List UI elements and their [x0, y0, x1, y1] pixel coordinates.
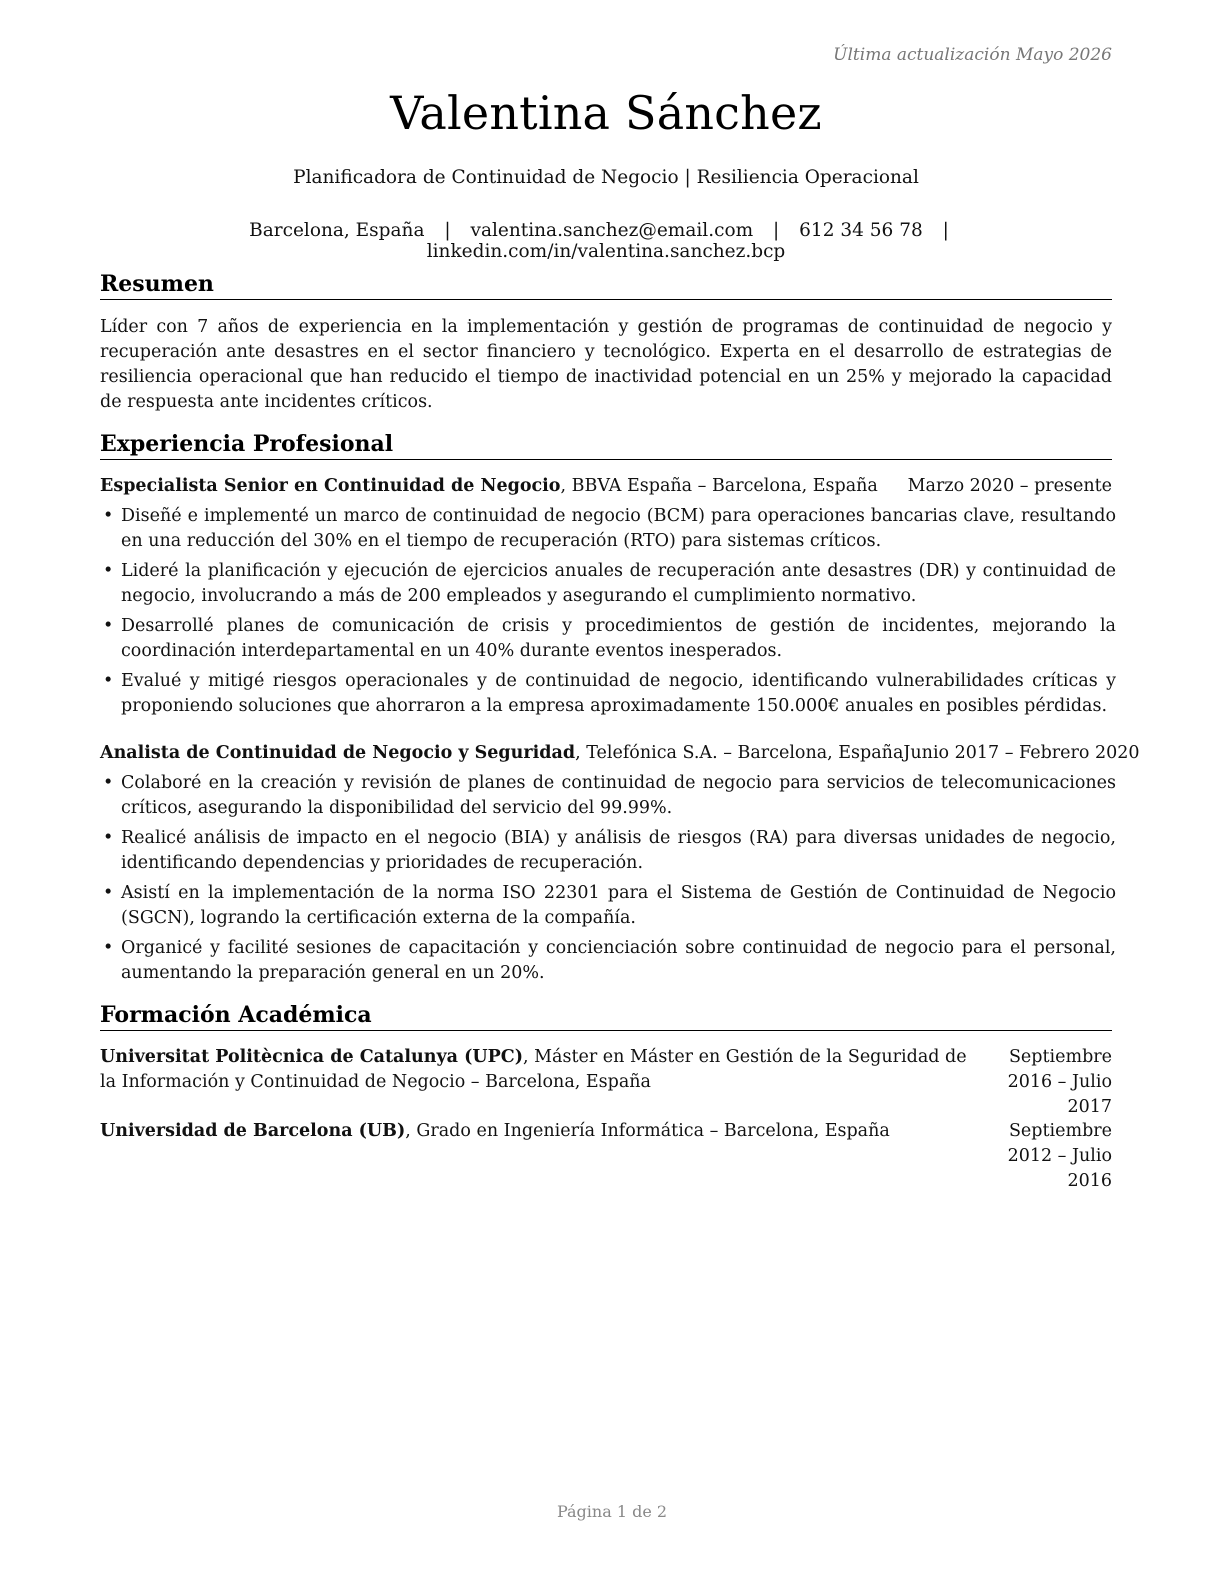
education-school: Universitat Politècnica de Catalunya (UPC) [100, 1047, 523, 1067]
list-item: • Desarrollé planes de comunicación de crisis y procedimientos de gestión de incidentes, mejorando la coordinación interdepartamental en un 40% durante eventos inesperados. [100, 614, 1116, 664]
job-title-line [100, 741, 903, 766]
contact-line [100, 220, 1112, 262]
list-item: • Diseñé e implementé un marco de continuidad de negocio (BCM) para operaciones bancarias clave, resultando en una reducción del 30% en el tiempo de recuperación (RTO) para sistemas críticos. [100, 504, 1116, 554]
contact-separator: | [444, 220, 451, 241]
summary-text: Líder con 7 años de experiencia en la implementación y gestión de programas de continuidad de negocio y recuperación ante desastres en el sector financiero y tecnológico. Experta en el desarrollo de estrategias de resiliencia operacional que han reducido el tiempo de inactividad potencial en un 25% y mejorado la capacidad de respuesta ante incidentes críticos. [100, 317, 1112, 412]
education-entry [100, 1045, 1112, 1120]
education-main [100, 1119, 980, 1194]
section-title-experience: Experiencia Profesional [100, 430, 1112, 460]
education-main [100, 1045, 980, 1120]
contact-email[interactable]: valentina.sanchez@email.com [470, 220, 754, 241]
contact-separator: | [942, 220, 949, 241]
contact-separator: | [773, 220, 780, 241]
list-item: • Lideré la planificación y ejecución de ejercicios anuales de recuperación ante desastres (DR) y continuidad de negocio, involucrando a más de 200 empleados y asegurando el cumplimiento normativo. [100, 559, 1116, 609]
job-role: Especialista Senior en Continuidad de Negocio [100, 476, 561, 496]
page-number: Página 1 de 2 [556, 1502, 668, 1521]
job-company: , BBVA España – Barcelona, España [560, 476, 878, 496]
list-item: • Evalué y mitigé riesgos operacionales y de continuidad de negocio, identificando vulnerabilidades críticas y proponiendo soluciones que ahorraron a la empresa aproximadamente 150.000€ anuales en posibles pérdidas. [100, 669, 1116, 719]
job-title-line [100, 474, 878, 499]
job-dates: Marzo 2020 – presente [907, 476, 1112, 496]
section-title-summary: Resumen [100, 270, 1112, 300]
last-updated: Última actualización Mayo 2026 [833, 45, 1112, 65]
candidate-headline: Planificadora de Continuidad de Negocio | Resiliencia Operacional [293, 167, 919, 188]
education-entry [100, 1119, 1112, 1194]
education-degree: , Grado en Ingeniería Informática – Barcelona, España [405, 1121, 890, 1141]
job-header [100, 474, 1112, 499]
candidate-name: Valentina Sánchez [390, 86, 822, 140]
list-item: • Organicé y facilité sesiones de capacitación y concienciación sobre continuidad de negocio para el personal, aumentando la preparación general en un 20%. [100, 936, 1116, 986]
job-bullets [100, 504, 1116, 724]
job-company: , Telefónica S.A. – Barcelona, España [575, 743, 904, 763]
contact-phone[interactable]: 612 34 56 78 [799, 220, 923, 241]
list-item: • Colaboré en la creación y revisión de planes de continuidad de negocio para servicios de telecomunicaciones críticos, asegurando la disponibilidad del servicio del 99.99%. [100, 771, 1116, 821]
list-item: • Realicé análisis de impacto en el negocio (BIA) y análisis de riesgos (RA) para diversas unidades de negocio, identificando dependencias y prioridades de recuperación. [100, 826, 1116, 876]
education-degree: , Máster en Máster en Gestión de la Seguridad de la Información y Continuidad de Negocio – Barcelona, España [100, 1047, 967, 1092]
education-dates: Septiembre 2016 – Julio 2017 [1007, 1047, 1112, 1117]
job-header [100, 741, 1140, 766]
job-role: Analista de Continuidad de Negocio y Seguridad [100, 743, 576, 763]
job-bullets [100, 771, 1116, 991]
contact-location: Barcelona, España [249, 220, 425, 241]
education-dates: Septiembre 2012 – Julio 2016 [1007, 1121, 1112, 1191]
education-school: Universidad de Barcelona (UB) [100, 1121, 406, 1141]
section-title-education: Formación Académica [100, 1001, 1112, 1031]
contact-linkedin[interactable]: linkedin.com/in/valentina.sanchez.bcp [426, 241, 786, 262]
job-dates: Junio 2017 – Febrero 2020 [903, 743, 1140, 763]
list-item: • Asistí en la implementación de la norma ISO 22301 para el Sistema de Gestión de Continuidad de Negocio (SGCN), logrando la certificación externa de la compañía. [100, 881, 1116, 931]
